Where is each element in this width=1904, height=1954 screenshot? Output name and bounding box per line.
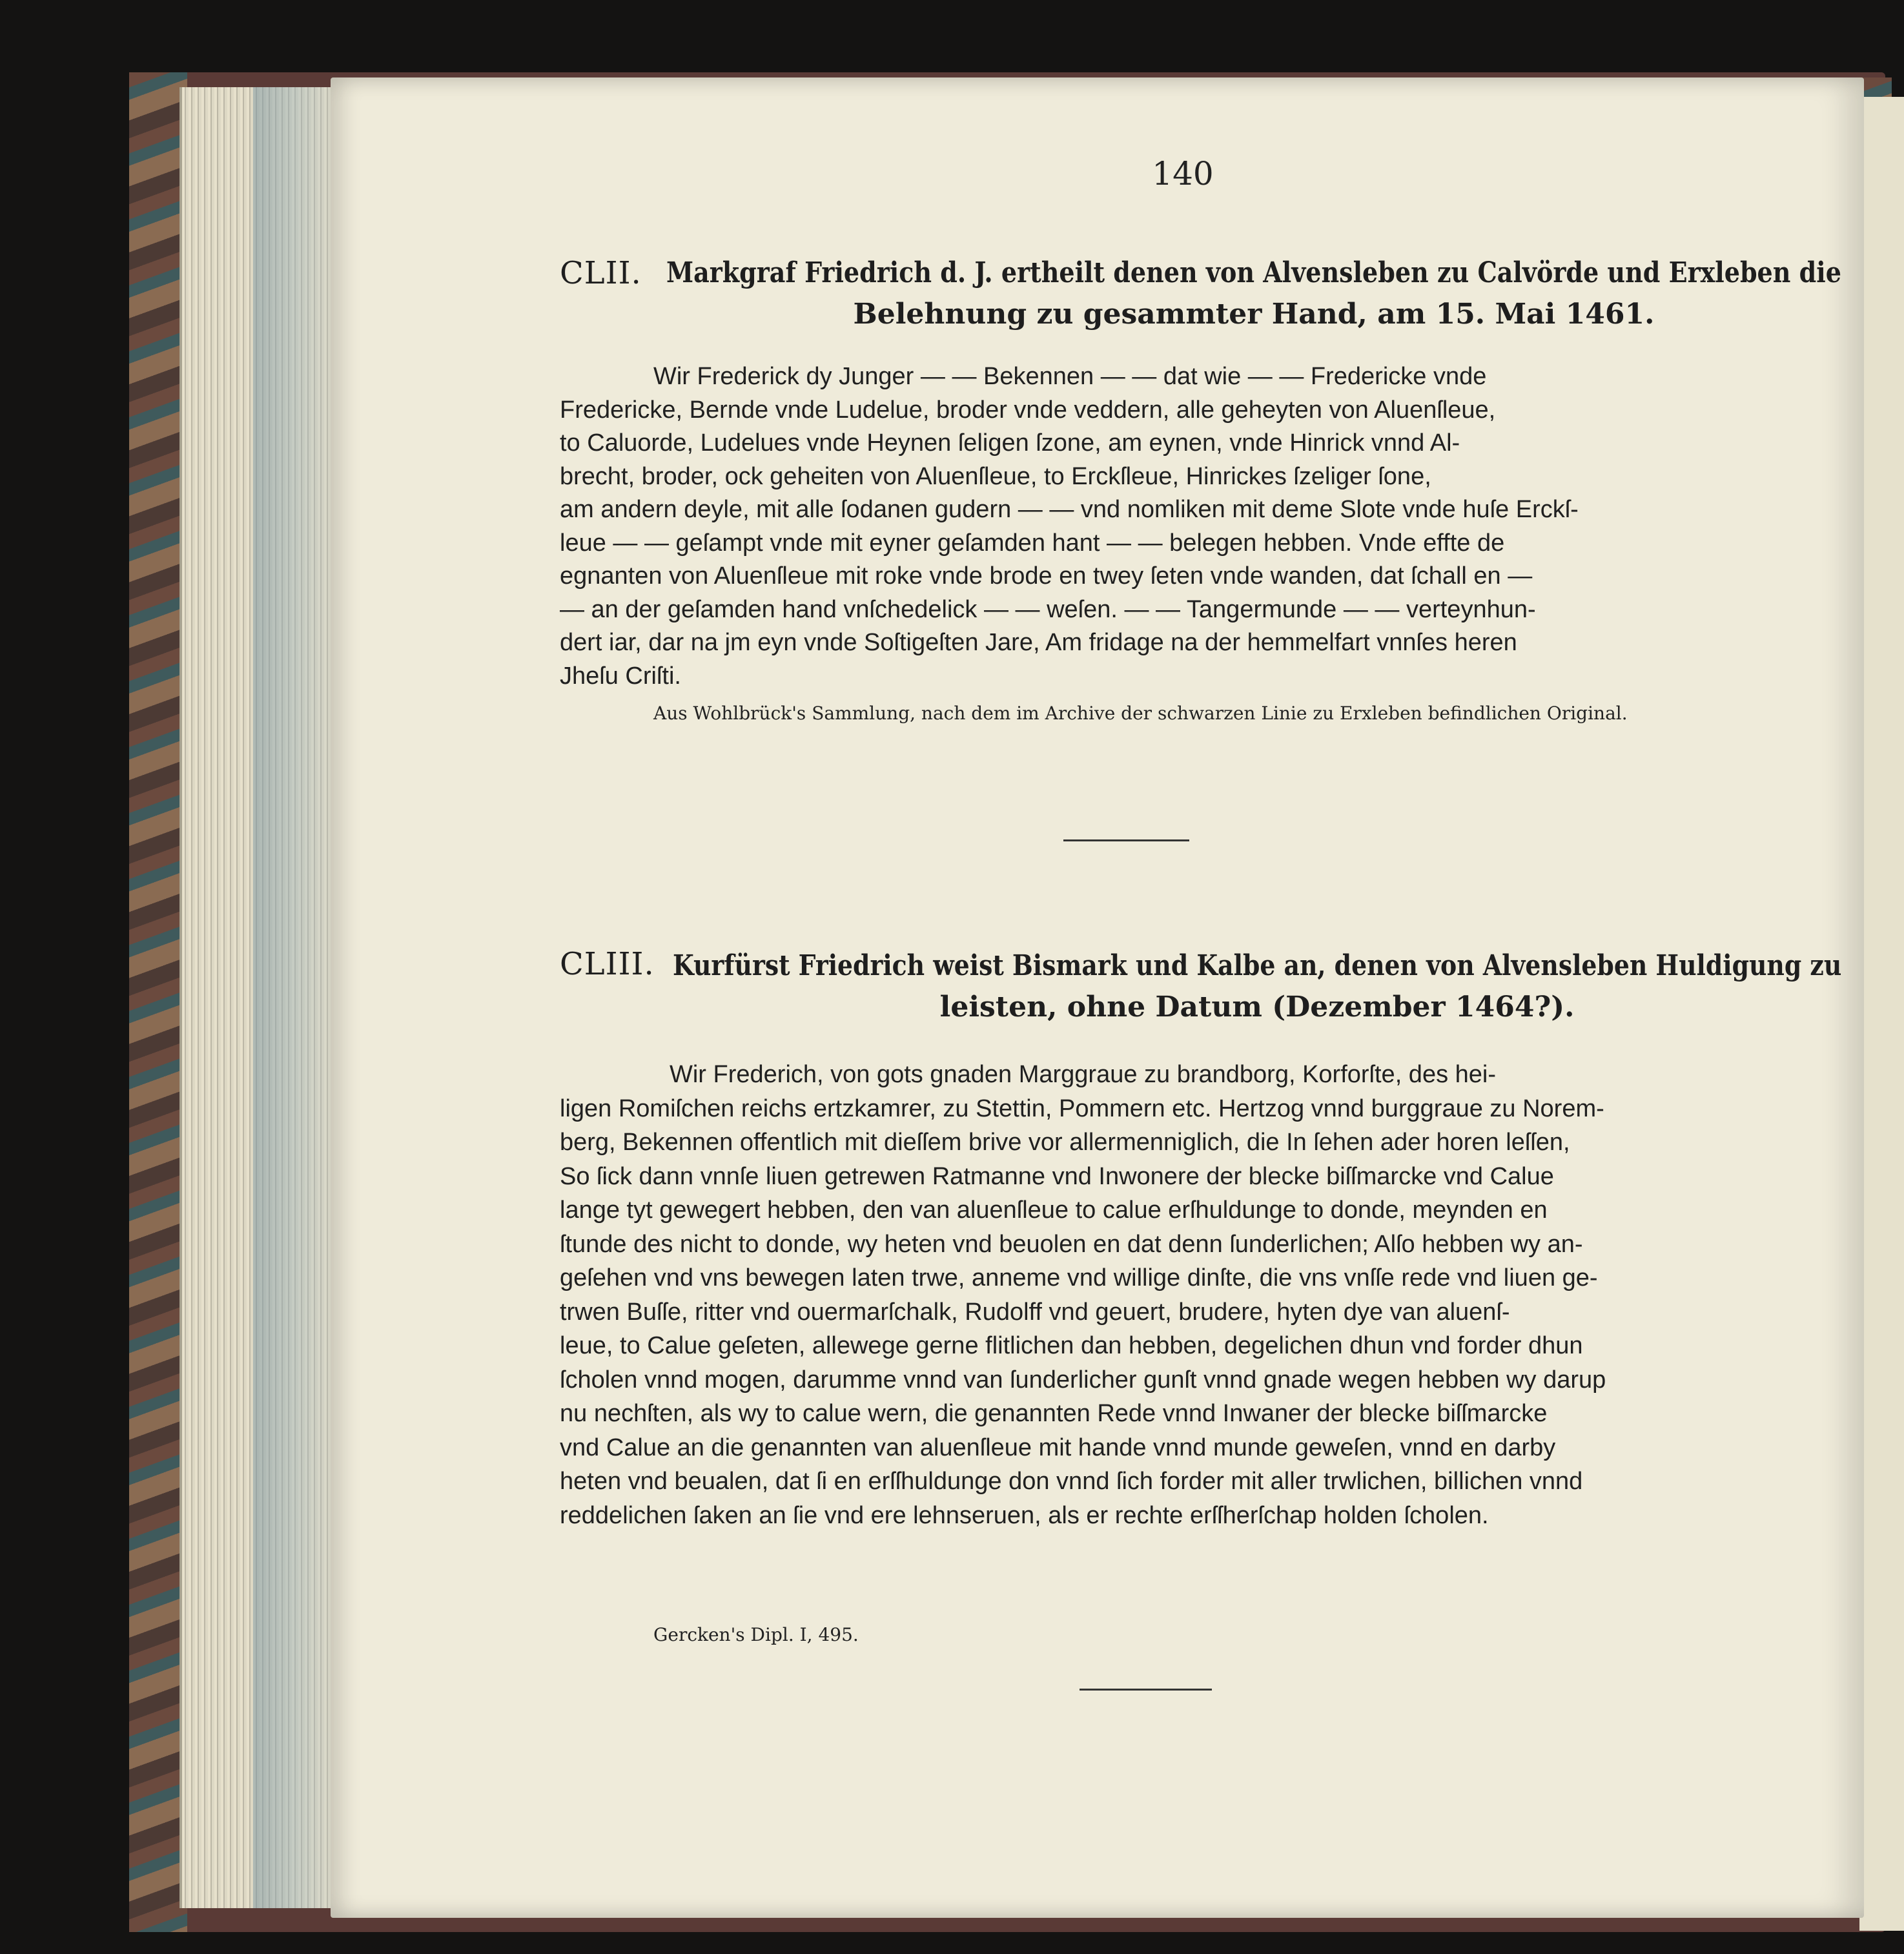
- marbled-cover: [129, 72, 187, 1932]
- body-line: to Caluorde, Ludelues vnde Heynen ſeligen ſzone, am eynen, vnde Hinrick vnnd Al-: [560, 429, 1460, 457]
- body-line: nu nechſten, als wy to calue wern, die genannten Rede vnnd Inwaner der blecke biſſmarcke: [560, 1400, 1548, 1427]
- source-note: Gercken's Dipl. I, 495.: [653, 1624, 859, 1645]
- body-line: — an der geſamden hand vnſchedelick — — weſen. — — Tangermunde — — verteynhun-: [560, 595, 1536, 623]
- body-line: ligen Romiſchen reichs ertzkamrer, zu Stettin, Pommern etc. Hertzog vnnd burggraue zu Norem-: [560, 1095, 1604, 1122]
- body-line: trwen Buſſe, ritter vnd ouermarſchalk, Rudolff vnd geuert, brudere, hyten dye van aluenſ-: [560, 1298, 1510, 1326]
- document-number: CLIII.: [560, 946, 655, 982]
- page-number: 140: [1152, 155, 1214, 192]
- body-line: leue, to Calue geſeten, allewege gerne flitlichen dan hebben, degelichen dhun vnd forder dhun: [560, 1332, 1583, 1359]
- document-body: [560, 360, 1841, 693]
- document-title-line: Kurfürst Friedrich weist Bismark und Kalbe an, denen von Alvensleben Huldigung zu: [673, 949, 1842, 982]
- document-title-line: Belehnung zu gesammter Hand, am 15. Mai 1461.: [853, 298, 1655, 331]
- body-line: ſtunde des nicht to donde, wy heten vnd beuolen en dat denn ſunderlichen; Alſo hebben wy an-: [560, 1230, 1583, 1258]
- body-line: Wir Frederick dy Junger — — Bekennen — — dat wie — — Fredericke vnde: [653, 363, 1487, 390]
- body-line: Wir Frederich, von gots gnaden Marggraue zu brandborg, Korforſte, des hei-: [670, 1061, 1496, 1088]
- book-page: [331, 77, 1864, 1918]
- facing-page-edge: [1859, 97, 1904, 1931]
- body-line: reddelichen ſaken an ſie vnd ere lehnseruen, als er rechte erſſherſchap holden ſcholen.: [560, 1501, 1489, 1529]
- body-line: Fredericke, Bernde vnde Ludelue, broder vnde veddern, alle geheyten von Aluenſleue,: [560, 396, 1496, 424]
- body-line: So ſick dann vnnſe liuen getrewen Ratmanne vnd Inwonere der blecke biſſmarcke vnd Calue: [560, 1162, 1554, 1190]
- body-line: dert iar, dar na jm eyn vnde Soſtigeſten Jare, Am fridage na der hemmelfart vnnſes heren: [560, 629, 1517, 656]
- source-note: Aus Wohlbrück's Sammlung, nach dem im Archive der schwarzen Linie zu Erxleben befindlichen Original.: [653, 703, 1628, 724]
- document-title-line: Markgraf Friedrich d. J. ertheilt denen von Alvensleben zu Calvörde und Erxleben die: [666, 256, 1841, 289]
- body-line: vnd Calue an die genannten van aluenſleue mit hande vnnd munde geweſen, vnnd en darby: [560, 1434, 1556, 1461]
- body-line: berg, Bekennen offentlich mit dieſſem brive vor allermenniglich, die In ſehen ader horen leſſen,: [560, 1129, 1570, 1156]
- section-divider: [1063, 839, 1189, 841]
- body-line: geſehen vnd vns bewegen laten trwe, anneme vnd willige dinſte, die vns vnſſe rede vnd liuen ge-: [560, 1264, 1598, 1291]
- body-line: Jheſu Criſti.: [560, 662, 681, 690]
- section-divider: [1080, 1689, 1212, 1691]
- document-number: CLII.: [560, 255, 642, 291]
- body-line: heten vnd beualen, dat ſi en erſſhuldunge don vnnd ſich forder mit aller trwlichen, billichen vnnd: [560, 1468, 1583, 1495]
- document-body: [560, 1058, 1841, 1532]
- body-line: am andern deyle, mit alle ſodanen gudern — — vnd nomliken mit deme Slote vnde huſe Erckſ-: [560, 496, 1579, 523]
- document-title-line: leisten, ohne Datum (Dezember 1464?).: [939, 991, 1575, 1023]
- body-line: lange tyt gewegert hebben, den van aluenſleue to calue erſhuldunge to donde, meynden en: [560, 1197, 1548, 1224]
- body-line: leue — — geſampt vnde mit eyner geſamden hant — — belegen hebben. Vnde effte de: [560, 529, 1505, 557]
- page-edges: [179, 87, 337, 1908]
- body-line: brecht, broder, ock geheiten von Aluenſleue, to Erckſleue, Hinrickes ſzeliger ſone,: [560, 462, 1431, 490]
- body-line: ſcholen vnnd mogen, darumme vnnd van ſunderlicher gunſt vnnd gnade wegen hebben wy darup: [560, 1366, 1606, 1394]
- body-line: egnanten von Aluenſleue mit roke vnde brode en twey ſeten vnde wanden, dat ſchall en —: [560, 562, 1533, 590]
